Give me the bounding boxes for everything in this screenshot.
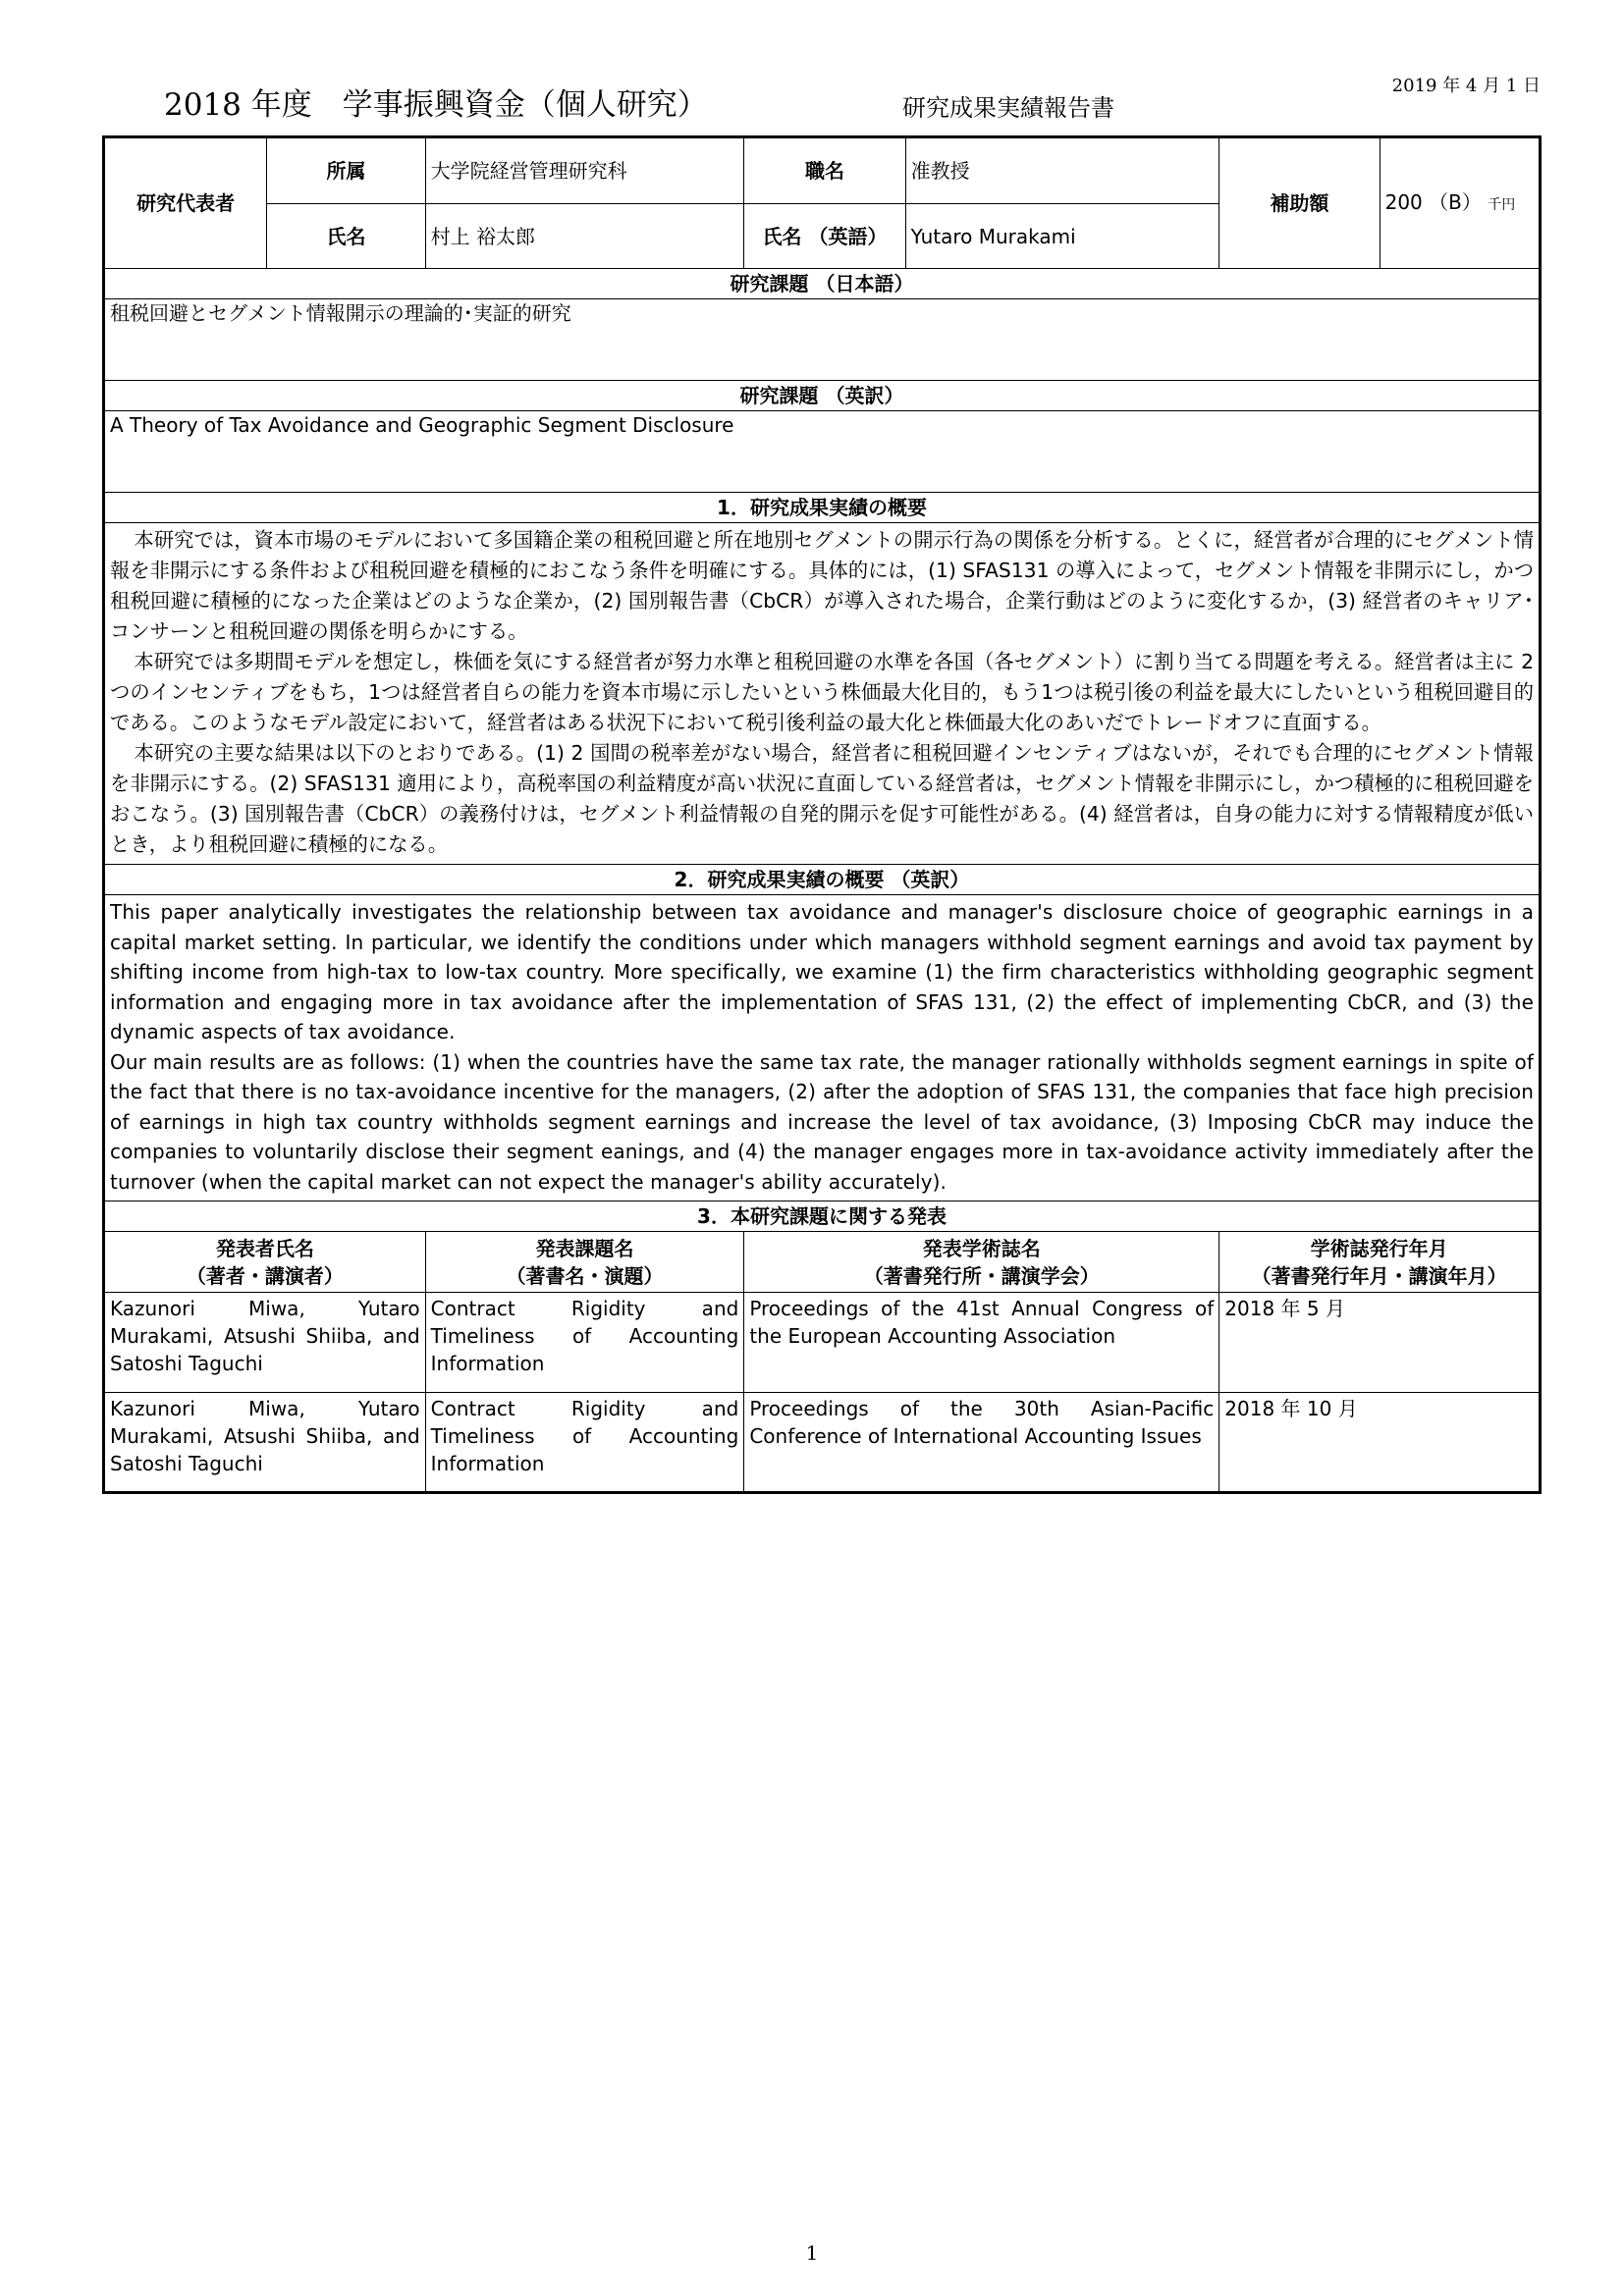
rep-label: 研究代表者 bbox=[104, 137, 267, 269]
pub-journal: Proceedings of the 41st Annual Congress of the European Accounting Association bbox=[744, 1293, 1219, 1393]
affiliation-value: 大学院経営管理研究科 bbox=[425, 137, 744, 204]
name-en-value: Yutaro Murakami bbox=[905, 204, 1219, 269]
title-sub: 研究成果実績報告書 bbox=[902, 94, 1114, 122]
pub-col-journal: 発表学術誌名 （著書発行所・講演学会） bbox=[744, 1232, 1219, 1293]
pub-authors: Kazunori Miwa, Yutaro Murakami, Atsushi Shiiba, and Satoshi Taguchi bbox=[104, 1293, 426, 1393]
summary-jp-heading: 1．研究成果実績の概要 bbox=[104, 493, 1541, 523]
summary-jp-body bbox=[104, 523, 1541, 865]
pub-title: Contract Rigidity and Timeliness of Accounting Information bbox=[425, 1293, 744, 1393]
pub-col-title: 発表課題名 （著書名・演題） bbox=[425, 1232, 744, 1293]
summary-jp-paragraph: 本研究では多期間モデルを想定し，株価を気にする経営者が努力水準と租税回避の水準を各国（各セグメント）に割り当てる問題を考える。経営者は主に 2 つのインセンティブをもち，1つは経営者自らの能力を資本市場に示したいという株価最大化目的，もう1つは税引後の利益を最大にしたいという租税回避目的である。このようなモデル設定において，経営者はある状況下において税引後利益の最大化と株価最大化のあいだでトレードオフに直面する。 bbox=[110, 650, 1534, 734]
position-label: 職名 bbox=[744, 137, 905, 204]
pub-col-date: 学術誌発行年月 （著書発行年月・講演年月） bbox=[1219, 1232, 1541, 1293]
grant-unit: 千円 bbox=[1488, 196, 1516, 213]
page-number: 1 bbox=[805, 2241, 819, 2265]
topic-jp-text: 租税回避とセグメント情報開示の理論的･実証的研究 bbox=[104, 299, 1541, 381]
pub-date: 2018 年 10 月 bbox=[1219, 1393, 1541, 1493]
pub-date: 2018 年 5 月 bbox=[1219, 1293, 1541, 1393]
summary-jp-paragraph: 本研究では，資本市場のモデルにおいて多国籍企業の租税回避と所在地別セグメントの開示行為の関係を分析する。とくに，経営者が合理的にセグメント情報を非開示にする条件および租税回避を積極的におこなう条件を明確にする。具体的には，(1) SFAS131 の導入によって，セグメント情報を非開示にし，かつ租税回避に積極的になった企業はどのような企業か，(2) 国別報告書（CbCR）が導入された場合，企業行動はどのように変化するか，(3) 経営者のキャリア･コンサーンと租税回避の関係を明らかにする。 bbox=[110, 528, 1534, 643]
report-date: 2019 年 4 月 1 日 bbox=[1391, 76, 1541, 96]
name-label: 氏名 bbox=[267, 204, 425, 269]
document-title bbox=[102, 82, 1545, 128]
title-main: 2018 年度 学事振興資金（個人研究） bbox=[164, 87, 708, 123]
summary-en-paragraph: Our main results are as follows: (1) when the countries have the same tax rate, the manager rationally withholds segment earnings in spite of the fact that there is no tax-avoidance incentive for the managers, (2) after the adoption of SFAS 131, the companies that face high precision of earnings in high tax country withholds segment earnings and increase the level of tax avoidance, (3) Imposing CbCR may induce the companies to voluntarily disclose their segment eanings, and (4) the manager engages more in tax-avoidance activity immediately after the turnover (when the capital market can not expect the manager's ability accurately). bbox=[110, 1049, 1534, 1194]
summary-en-body bbox=[104, 895, 1541, 1201]
table-row bbox=[104, 1293, 1541, 1393]
pub-journal: Proceedings of the 30th Asian-Pacific Conference of International Accounting Issues bbox=[744, 1393, 1219, 1493]
name-value: 村上 裕太郎 bbox=[425, 204, 744, 269]
table-row bbox=[104, 1393, 1541, 1493]
pub-authors: Kazunori Miwa, Yutaro Murakami, Atsushi Shiiba, and Satoshi Taguchi bbox=[104, 1393, 426, 1493]
publications-heading: 3．本研究課題に関する発表 bbox=[104, 1201, 1541, 1232]
affiliation-label: 所属 bbox=[267, 137, 425, 204]
summary-jp-paragraph: 本研究の主要な結果は以下のとおりである。(1) 2 国間の税率差がない場合，経営者に租税回避インセンティブはないが，それでも合理的にセグメント情報を非開示にする。(2) SFAS131 適用により，高税率国の利益精度が高い状況に直面している経営者は，セグメント情報を非開示にし，かつ積極的に租税回避をおこなう。(3) 国別報告書（CbCR）の義務付けは，セグメント利益情報の自発的開示を促す可能性がある。(4) 経営者は，自身の能力に対する情報精度が低いとき，より租税回避に積極的になる。 bbox=[110, 741, 1534, 856]
topic-en-text: A Theory of Tax Avoidance and Geographic Segment Disclosure bbox=[104, 411, 1541, 493]
topic-en-heading: 研究課題 （英訳） bbox=[104, 381, 1541, 411]
name-en-label: 氏名 （英語） bbox=[744, 204, 905, 269]
grant-value: 200 （B） bbox=[1384, 189, 1482, 214]
grant-label: 補助額 bbox=[1219, 137, 1380, 269]
summary-en-paragraph: This paper analytically investigates the relationship between tax avoidance and manager's disclosure choice of geographic earnings in a capital market setting. In particular, we identify the conditions under which managers withhold segment earnings and avoid tax payment by shifting income from high-tax to low-tax country. More specifically, we examine (1) the firm characteristics withholding geographic segment information and engaging more in tax avoidance after the implementation of SFAS 131, (2) the effect of implementing CbCR, and (3) the dynamic aspects of tax avoidance. bbox=[110, 900, 1534, 1043]
report-form bbox=[102, 135, 1542, 1494]
position-value: 准教授 bbox=[905, 137, 1219, 204]
pub-col-authors: 発表者氏名 （著者・講演者） bbox=[104, 1232, 426, 1293]
summary-en-heading: 2．研究成果実績の概要 （英訳） bbox=[104, 865, 1541, 895]
grant-cell bbox=[1380, 137, 1540, 269]
topic-jp-heading: 研究課題 （日本語） bbox=[104, 269, 1541, 299]
pub-title: Contract Rigidity and Timeliness of Accounting Information bbox=[425, 1393, 744, 1493]
